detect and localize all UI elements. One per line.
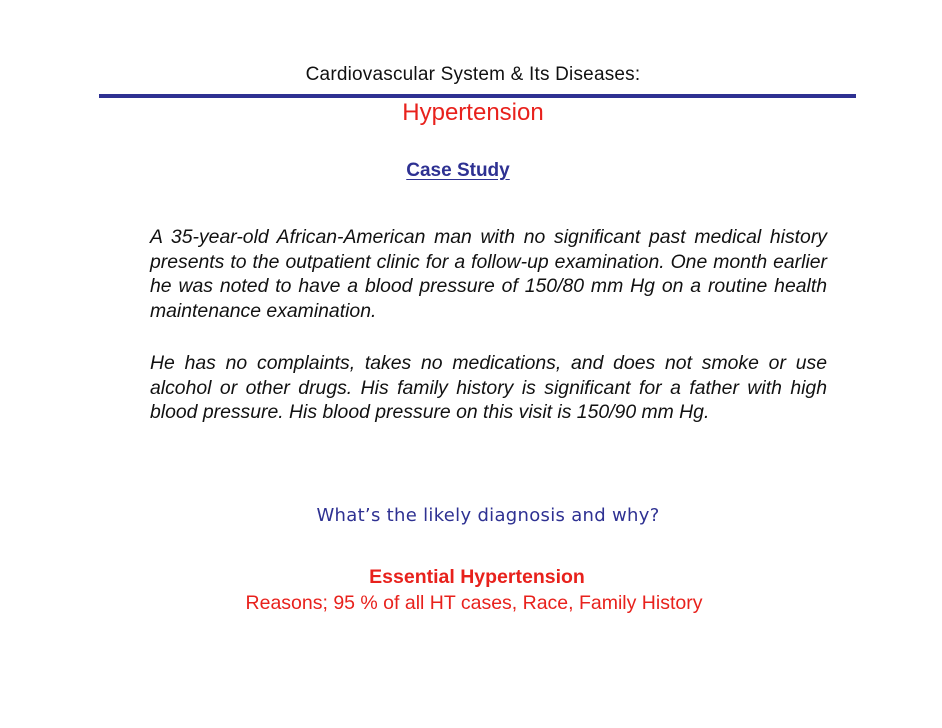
diagnosis-answer: Essential Hypertension [369, 566, 585, 588]
header-divider [99, 94, 856, 98]
slide-title: Hypertension [402, 99, 544, 126]
course-title: Cardiovascular System & Its Diseases: [305, 64, 641, 85]
section-heading: Case Study [406, 160, 510, 181]
case-paragraph-1: A 35-year-old African-American man with no significant past medical history presents to the outpatient clinic for a follow-up examination. One month earlier he was noted to have a blood pressure of 150/80 mm Hg on a routine health maintenance examination. [150, 226, 827, 323]
diagnosis-reasons: Reasons; 95 % of all HT cases, Race, Family History [245, 592, 703, 614]
case-paragraph-2: He has no complaints, takes no medications, and does not smoke or use alcohol or other drugs. His family history is significant for a father with high blood pressure. His blood pressure on this visit is 150/90 mm Hg. [150, 352, 827, 424]
diagnosis-question: What’s the likely diagnosis and why? [316, 505, 660, 526]
